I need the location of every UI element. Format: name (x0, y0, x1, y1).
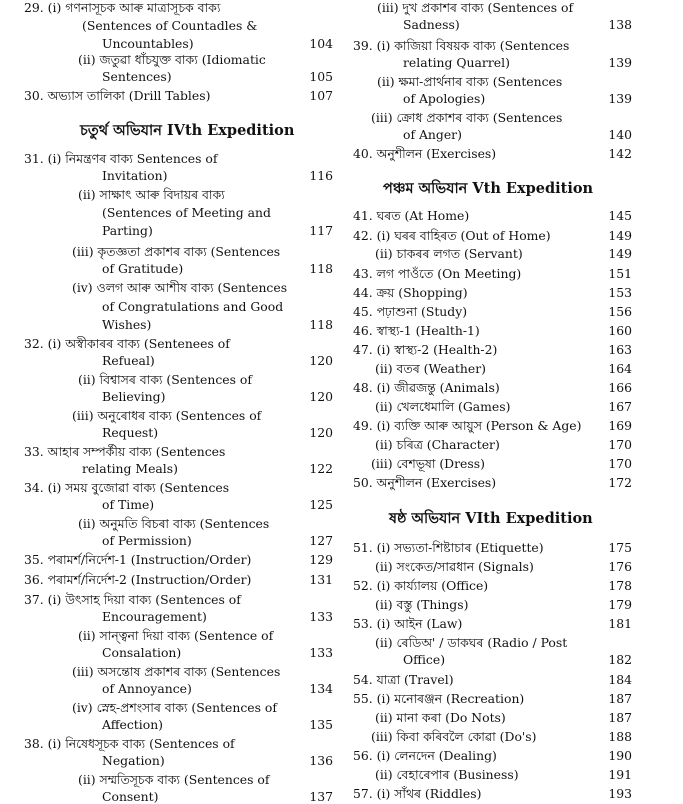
toc-entry-continuation: Consent) (102, 789, 159, 804)
toc-entry-title: (ii) বিশ্বাসৰ বাক্য (Sentences of (78, 372, 252, 387)
toc-page-number: 184 (608, 672, 632, 687)
toc-entry-title: (ii) অনুমতি বিচৰা বাক্য (Sentences (78, 516, 270, 531)
toc-page-number: 139 (608, 55, 632, 70)
toc-entry-title: (iv) স্নেহ-প্ৰশংসাৰ বাক্য (Sentences of (72, 700, 277, 715)
toc-entry-continuation: of Apologies) (403, 91, 486, 106)
toc-entry-title: (ii) ৰেডিঅ' / ডাকঘৰ (Radio / Post (375, 635, 568, 650)
toc-entry-title: 53. (i) আইন (Law) (353, 616, 463, 631)
toc-entry-continuation: Sentences) (102, 69, 172, 84)
toc-page-number: 138 (608, 17, 632, 32)
toc-entry-continuation: Sadness) (403, 17, 460, 32)
toc-entry-title: 46. স্বাস্থ্য-1 (Health-1) (353, 323, 480, 338)
toc-page-number: 136 (309, 753, 333, 768)
toc-entry-continuation: Negation) (102, 753, 165, 768)
toc-entry-continuation: relating Meals) (82, 461, 178, 476)
toc-page-number: 169 (608, 418, 632, 433)
toc-entry-continuation: Office) (403, 652, 446, 667)
toc-entry-title: (iii) বেশভূষা (Dress) (371, 456, 485, 471)
toc-entry-continuation: (Sentences of Countadles & (82, 18, 258, 33)
toc-entry-title: 51. (i) সভ্যতা-শিষ্টাচাৰ (Etiquette) (353, 540, 544, 555)
toc-page-number: 120 (309, 353, 333, 368)
toc-page-number: 118 (309, 261, 333, 276)
toc-page-number: 139 (608, 91, 632, 106)
toc-page-number: 172 (608, 475, 632, 490)
toc-entry-title: 34. (i) সময় বুজোৱা বাক্য (Sentences (24, 480, 230, 495)
toc-page-number: 164 (608, 361, 632, 376)
toc-page-number: 116 (309, 168, 333, 183)
toc-entry-title: 41. ঘৰত (At Home) (353, 208, 470, 223)
toc-entry-title: 52. (i) কাৰ্য্যালয় (Office) (353, 578, 489, 593)
toc-page-number: 170 (608, 456, 632, 471)
toc-entry-continuation: of Congratulations and Good (102, 299, 284, 314)
toc-page-number: 190 (608, 748, 632, 763)
toc-entry-title: (iii) অসন্তোষ প্ৰকাশৰ বাক্য (Sentences (72, 664, 281, 679)
toc-entry-title: 57. (i) সাঁথৰ (Riddles) (353, 786, 482, 801)
toc-page-number: 145 (608, 208, 632, 223)
toc-entry-title: 39. (i) কাজিয়া বিষয়ক বাক্য (Sentences (353, 38, 570, 53)
section-heading: ষষ্ঠ অভিযান VIth Expedition (389, 510, 593, 527)
toc-entry-title: 31. (i) নিমন্ত্ৰণৰ বাক্য Sentences of (24, 151, 218, 166)
toc-page-number: 134 (309, 681, 333, 696)
toc-entry-continuation: of Annoyance) (102, 681, 192, 696)
toc-entry-title: (iii) দুখ প্ৰকাশৰ বাক্য (Sentences of (377, 0, 574, 15)
toc-entry-title: (ii) বেহাৰেপাৰ (Business) (375, 767, 519, 782)
toc-entry-continuation: Believing) (102, 389, 166, 404)
left-column (0, 0, 340, 804)
toc-page-number: 107 (309, 88, 333, 103)
toc-entry-title: 54. যাত্ৰা (Travel) (353, 672, 454, 687)
toc-entry-title: (ii) ক্ষমা-প্ৰাৰ্থনাৰ বাক্য (Sentences (377, 74, 563, 89)
toc-entry-title: 45. পঢ়াশুনা (Study) (353, 304, 468, 319)
toc-entry-continuation: of Anger) (403, 127, 462, 142)
toc-page-number: 160 (608, 323, 632, 338)
toc-entry-title: 35. পৰামৰ্শ/নিৰ্দেশ-1 (Instruction/Order) (24, 552, 252, 567)
toc-page-number: 188 (608, 729, 632, 744)
toc-entry-title: 30. অভ্যাস তালিকা (Drill Tables) (24, 88, 211, 103)
section-heading: চতুৰ্থ অভিযান IVth Expedition (80, 122, 295, 139)
toc-page-number: 163 (608, 342, 632, 357)
toc-page-number: 191 (608, 767, 632, 782)
toc-page-number: 167 (608, 399, 632, 414)
toc-page-number: 127 (309, 533, 333, 548)
toc-entry-title: (iii) কৃতজ্ঞতা প্ৰকাশৰ বাক্য (Sentences (72, 244, 281, 259)
toc-entry-continuation: Request) (102, 425, 159, 440)
toc-page-number: 117 (309, 223, 333, 238)
toc-entry-continuation: Refueal) (102, 353, 155, 368)
toc-page-number: 133 (309, 609, 333, 624)
toc-page-number: 149 (608, 228, 632, 243)
toc-entry-continuation: Affection) (102, 717, 164, 732)
toc-entry-title: (iv) ওলগ আৰু আশীষ বাক্য (Sentences (72, 280, 288, 295)
toc-page-number: 137 (309, 789, 333, 804)
toc-entry-continuation: of Gratitude) (102, 261, 184, 276)
toc-entry-continuation: of Permission) (102, 533, 192, 548)
toc-entry-continuation: Parting) (102, 223, 153, 238)
toc-page-number: 142 (608, 146, 632, 161)
toc-page-number: 140 (608, 127, 632, 142)
toc-page-number: 179 (608, 597, 632, 612)
toc-entry-title: 33. আহাৰ সম্পৰ্কীয় বাক্য (Sentences (24, 444, 226, 459)
toc-page-number: 182 (608, 652, 632, 667)
toc-entry-title: (iii) কিবা কৰিবলৈ কোৱা (Do's) (371, 729, 537, 744)
toc-entry-title: (ii) সম্মতিসূচক বাক্য (Sentences of (78, 772, 270, 787)
toc-page-number: 178 (608, 578, 632, 593)
right-column (345, 0, 683, 800)
toc-page-number: 181 (608, 616, 632, 631)
toc-page-number: 193 (608, 786, 632, 801)
toc-entry-title: (ii) জতুৱা ধাঁচযুক্ত বাক্য (Idiomatic (78, 52, 266, 67)
toc-entry-title: (iii) ক্ৰোধ প্ৰকাশৰ বাক্য (Sentences (371, 110, 563, 125)
toc-entry-title: (ii) খেলধেমালি (Games) (375, 399, 511, 414)
toc-entry-title: 44. ক্ৰয় (Shopping) (353, 285, 468, 300)
toc-page-number: 104 (309, 36, 333, 51)
toc-entry-title: 49. (i) ব্যক্তি আৰু আয়ুস (Person & Age) (353, 418, 582, 433)
toc-entry-continuation: Encouragement) (102, 609, 207, 624)
toc-entry-title: (iii) অনুৰোধৰ বাক্য (Sentences of (72, 408, 262, 423)
section-heading: পঞ্চম অভিযান Vth Expedition (383, 180, 594, 197)
toc-page-number: 105 (309, 69, 333, 84)
toc-page-number: 187 (608, 691, 632, 706)
toc-entry-title: (ii) সংকেত/সাৱধান (Signals) (375, 559, 534, 574)
toc-entry-title: (ii) সান্ত্বনা দিয়া বাক্য (Sentence of (78, 628, 274, 643)
toc-entry-title: (ii) চৰিত্ৰ (Character) (375, 437, 500, 452)
toc-entry-title: 42. (i) ঘৰৰ বাহিৰত (Out of Home) (353, 228, 551, 243)
toc-entry-title: 50. অনুশীলন (Exercises) (353, 475, 497, 490)
toc-page-number: 118 (309, 317, 333, 332)
toc-page-number: 149 (608, 246, 632, 261)
toc-entry-title: 29. (i) গণনাসূচক আৰু মাত্ৰাসূচক বাক্য (24, 0, 221, 15)
toc-page-number: 135 (309, 717, 333, 732)
toc-entry-title: 38. (i) নিষেধসূচক বাক্য (Sentences of (24, 736, 235, 751)
toc-entry-continuation: relating Quarrel) (403, 55, 510, 70)
toc-entry-title: 47. (i) স্বাস্থ্য-2 (Health-2) (353, 342, 498, 357)
toc-page-number: 120 (309, 389, 333, 404)
toc-page-number: 129 (309, 552, 333, 567)
toc-entry-title: (ii) চাকৰৰ লগত (Servant) (375, 246, 523, 261)
toc-entry-title: 37. (i) উৎসাহ দিয়া বাক্য (Sentences of (24, 592, 241, 607)
toc-entry-title: 36. পৰামৰ্শ/নিৰ্দেশ-2 (Instruction/Order) (24, 572, 252, 587)
toc-page-number: 120 (309, 425, 333, 440)
toc-page-number: 153 (608, 285, 632, 300)
toc-entry-continuation: Wishes) (102, 317, 152, 332)
toc-entry-title: (ii) বতৰ (Weather) (375, 361, 486, 376)
toc-entry-title: (ii) সাক্ষাৎ আৰু বিদায়ৰ বাক্য (78, 187, 225, 202)
toc-page-number: 122 (309, 461, 333, 476)
toc-entry-continuation: Consalation) (102, 645, 182, 660)
toc-page-number: 175 (608, 540, 632, 555)
toc-page-number: 133 (309, 645, 333, 660)
toc-entry-continuation: Invitation) (102, 168, 168, 183)
toc-entry-title: 32. (i) অস্বীকাৰৰ বাক্য (Sentenees of (24, 336, 230, 351)
toc-page-number: 187 (608, 710, 632, 725)
toc-entry-continuation: Uncountables) (102, 36, 194, 51)
toc-page-number: 170 (608, 437, 632, 452)
toc-page-number: 151 (608, 266, 632, 281)
toc-page-number: 176 (608, 559, 632, 574)
toc-entry-continuation: of Time) (102, 497, 155, 512)
toc-entry-title: 40. অনুশীলন (Exercises) (353, 146, 497, 161)
toc-entry-title: 55. (i) মনোৰঞ্জন (Recreation) (353, 691, 525, 706)
toc-entry-title: 43. লগ পাওঁতে (On Meeting) (353, 266, 522, 281)
toc-page-number: 166 (608, 380, 632, 395)
toc-page-number: 156 (608, 304, 632, 319)
toc-entry-title: 48. (i) জীৱজন্তু (Animals) (353, 380, 500, 395)
toc-page-number: 125 (309, 497, 333, 512)
toc-entry-title: 56. (i) লেনদেন (Dealing) (353, 748, 497, 763)
toc-entry-title: (ii) মানা কৰা (Do Nots) (375, 710, 506, 725)
toc-page-number: 131 (309, 572, 333, 587)
toc-entry-title: (ii) বস্তু (Things) (375, 597, 469, 612)
toc-entry-continuation: (Sentences of Meeting and (102, 205, 271, 220)
